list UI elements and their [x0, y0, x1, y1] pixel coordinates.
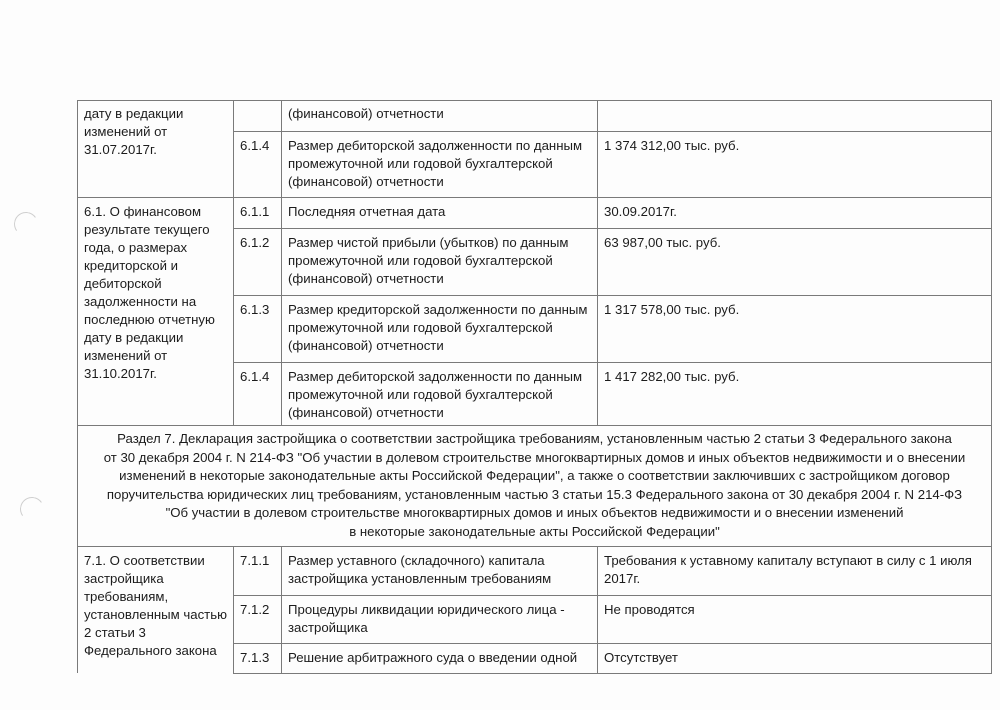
row-label: Решение арбитражного суда о введении одной [288, 650, 578, 665]
row-number [234, 101, 281, 105]
row-label: Размер дебиторской задолженности по данным промежуточной или годовой бухгалтерской (финансовой) отчетности [288, 138, 583, 189]
row-value: Не проводятся [604, 602, 695, 617]
table-border [77, 546, 992, 547]
table-border [233, 673, 992, 674]
row-number: 7.1.2 [240, 602, 270, 617]
row-label: Размер дебиторской задолженности по данным промежуточной или годовой бухгалтерской (финансовой) отчетности [288, 369, 583, 420]
section-7-heading-line: в некоторые законодательные акты Российской Федерации" [349, 523, 720, 539]
table-border [233, 295, 992, 296]
row-label: Размер уставного (складочного) капитала застройщика установленным требованиям [288, 553, 552, 586]
table-border [233, 595, 992, 596]
section-7-heading [78, 430, 991, 541]
table-border [77, 197, 992, 198]
row-value: 63 987,00 тыс. руб. [604, 235, 721, 250]
section-label-cell: 7.1. О соответствии застройщика требованиям, установленным частью 2 статьи 3 Федерального закона [84, 553, 227, 658]
row-value [598, 101, 991, 105]
section-label-cell: дату в редакции изменений от 31.07.2017г. [84, 106, 184, 157]
row-number: 6.1.1 [240, 204, 270, 219]
table-border [233, 131, 992, 132]
row-value: 1 374 312,00 тыс. руб. [604, 138, 740, 153]
section-label-cell: 6.1. О финансовом результате текущего года, о размерах кредиторской и дебиторской задолженности на последнюю отчетную дату в редакции изменений от 31.10.2017г. [84, 204, 215, 381]
row-value: 1 317 578,00 тыс. руб. [604, 302, 740, 317]
section-7-heading-line: изменений в некоторые законодательные акты Российской Федерации", а также о соответствии заключивших с застройщиком договор [119, 468, 950, 483]
table-border [233, 643, 992, 644]
row-label: Процедуры ликвидации юридического лица - застройщика [288, 602, 565, 635]
row-number: 7.1.3 [240, 650, 270, 665]
section-7-heading-line: Раздел 7. Декларация застройщика о соответствии застройщика требованиям, установленным частью 2 статьи 3 Федерального закона [117, 431, 952, 446]
table-border [233, 228, 992, 229]
row-number: 6.1.2 [240, 235, 270, 250]
row-number: 6.1.3 [240, 302, 270, 317]
row-number: 6.1.4 [240, 138, 270, 153]
table-border [233, 362, 992, 363]
row-label: Последняя отчетная дата [288, 204, 446, 219]
row-number: 7.1.1 [240, 553, 270, 568]
section-7-heading-line: поручительства юридических лиц требованиям, установленным частью 3 статьи 15.3 Федерального закона от 30 декабря 2004 г. N 214-ФЗ [106, 486, 963, 502]
row-value: Требования к уставному капиталу вступают в силу с 1 июля 2017г. [604, 553, 972, 586]
punch-hole-mark [18, 495, 46, 523]
row-label: Размер чистой прибыли (убытков) по данным промежуточной или годовой бухгалтерской (финансовой) отчетности [288, 235, 569, 286]
row-value: Отсутствует [604, 650, 678, 665]
row-value: 1 417 282,00 тыс. руб. [604, 369, 740, 384]
table-border [77, 425, 992, 426]
row-label: Размер кредиторской задолженности по данным промежуточной или годовой бухгалтерской (финансовой) отчетности [288, 302, 588, 353]
row-value: 30.09.2017г. [604, 204, 677, 219]
table-border [991, 100, 992, 673]
section-7-heading-line: от 30 декабря 2004 г. N 214-ФЗ "Об участии в долевом строительстве многоквартирных домов и иных объектов недвижимости и о внесении [103, 449, 966, 465]
punch-hole-mark [12, 210, 40, 238]
row-label: (финансовой) отчетности [288, 106, 444, 121]
row-number: 6.1.4 [240, 369, 270, 384]
section-7-heading-line: "Об участии в долевом строительстве многоквартирных домов и иных объектов недвижимости и о внесении изменений [165, 505, 904, 520]
